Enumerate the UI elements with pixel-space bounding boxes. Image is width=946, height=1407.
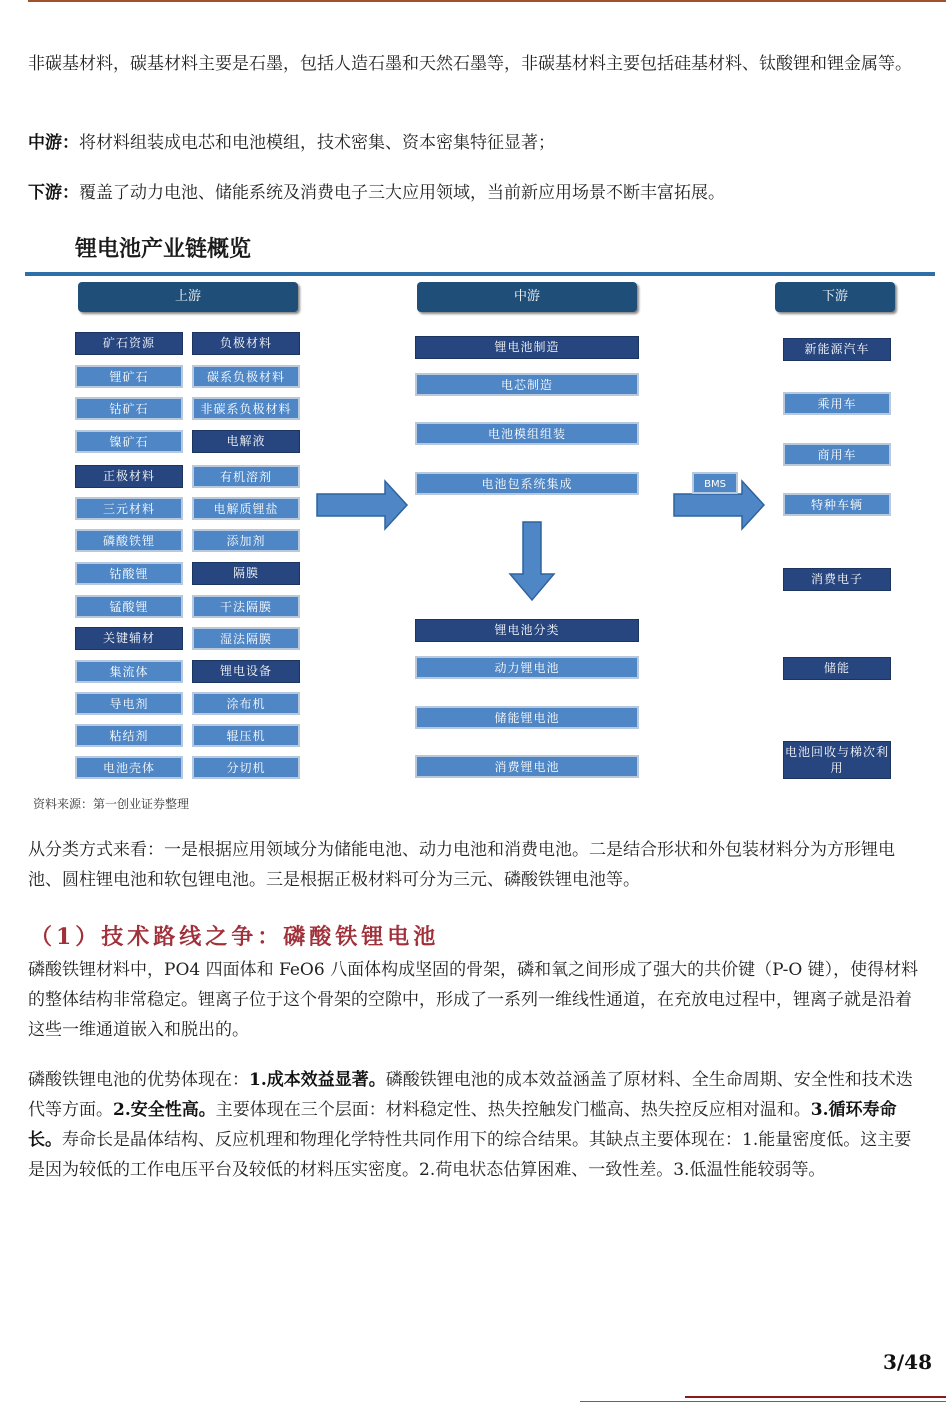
chain-node: 特种车辆	[783, 493, 891, 516]
chain-node: 商用车	[783, 443, 891, 466]
downstream-label: 下游：	[28, 183, 79, 203]
chain-node: 三元材料	[75, 497, 183, 520]
bottom-rule-thin	[580, 1401, 946, 1402]
chain-node: 电池回收与梯次利用	[783, 741, 891, 779]
chain-node: 碳系负极材料	[192, 365, 300, 388]
paragraph-midstream: 中游：将材料组装成电芯和电池模组，技术密集、资本密集特征显著；	[28, 133, 555, 153]
chain-node: 电解质锂盐	[192, 497, 300, 520]
chain-node: 涂布机	[192, 692, 300, 715]
paragraph-downstream: 下游：覆盖了动力电池、储能系统及消费电子三大应用领域，当前新应用场景不断丰富拓展。	[28, 183, 725, 203]
upstream-header: 上游	[78, 282, 298, 312]
chain-node: 消费锂电池	[415, 755, 639, 778]
chain-node: 电池壳体	[75, 756, 183, 779]
chain-node: 辊压机	[192, 724, 300, 747]
chain-node: 导电剂	[75, 692, 183, 715]
paragraph-classification: 从分类方式来看：一是根据应用领域分为储能电池、动力电池和消费电池。二是结合形状和外包装材料分为方形锂电池、圆柱锂电池和软包锂电池。三是根据正极材料可分为三元、磷酸铁锂电池等。	[28, 840, 895, 890]
chain-node: 锰酸锂	[75, 595, 183, 618]
chain-node: 粘结剂	[75, 724, 183, 747]
bottom-rule	[685, 1396, 946, 1398]
chain-node: 正极材料	[75, 465, 183, 488]
section-heading-lfp: （1）技术路线之争：磷酸铁锂电池	[30, 924, 440, 950]
midstream-header: 中游	[417, 282, 637, 312]
chain-node: 干法隔膜	[192, 595, 300, 618]
figure-title-rule	[25, 272, 935, 276]
chain-node: 新能源汽车	[783, 338, 891, 361]
right-arrow-icon	[315, 477, 411, 533]
midstream-label: 中游：	[28, 133, 79, 153]
industry-chain-figure	[25, 222, 935, 822]
chain-node: 动力锂电池	[415, 656, 639, 679]
chain-node: 矿石资源	[75, 332, 183, 355]
paragraph-lfp-structure: 磷酸铁锂材料中，PO4 四面体和 FeO6 八面体构成坚固的骨架，磷和氧之间形成了强大的共价键（P-O 键），使得材料的整体结构非常稳定。锂离子位于这个骨架的空隙中，形成了一系列一维线性通道，在充放电过程中，锂离子就是沿着这些一维通道嵌入和脱出的。	[28, 960, 919, 1040]
chain-node: 储能锂电池	[415, 706, 639, 729]
chain-node: 锂电池分类	[415, 619, 639, 642]
chain-node: 湿法隔膜	[192, 627, 300, 650]
chain-node: 锂矿石	[75, 365, 183, 388]
page-number: 3/48	[882, 1350, 932, 1374]
chain-node: 锂电设备	[192, 660, 300, 683]
chain-node: 集流体	[75, 660, 183, 683]
chain-node: 负极材料	[192, 332, 300, 355]
top-rule	[28, 0, 946, 2]
paragraph-anode-materials: 非碳基材料，碳基材料主要是石墨，包括人造石墨和天然石墨等，非碳基材料主要包括硅基材料、钛酸锂和锂金属等。	[28, 54, 912, 74]
downstream-header: 下游	[775, 282, 895, 312]
chain-node: 电解液	[192, 430, 300, 453]
chain-node: 电芯制造	[415, 373, 639, 396]
chain-node: 非碳系负极材料	[192, 397, 300, 420]
chain-node: 电池包系统集成	[415, 472, 639, 495]
chain-node: 电池模组组装	[415, 422, 639, 445]
chain-node: 磷酸铁锂	[75, 529, 183, 552]
chain-node: 锂电池制造	[415, 336, 639, 359]
chain-node: 钴酸锂	[75, 562, 183, 585]
chain-node: 消费电子	[783, 568, 891, 591]
chain-node: 储能	[783, 657, 891, 680]
chain-node: 添加剂	[192, 529, 300, 552]
chain-node: 隔膜	[192, 562, 300, 585]
chain-node: 关键辅材	[75, 627, 183, 650]
figure-title: 锂电池产业链概览	[75, 237, 252, 262]
chain-node: 钴矿石	[75, 397, 183, 420]
figure-source: 资料来源：第一创业证券整理	[33, 797, 190, 811]
chain-node: 镍矿石	[75, 430, 183, 453]
chain-node: 有机溶剂	[192, 465, 300, 488]
paragraph-lfp-pros-cons: 磷酸铁锂电池的优势体现在：1.成本效益显著。磷酸铁锂电池的成本效益涵盖了原材料、全生命周期、安全性和技术迭代等方面。2.安全性高。主要体现在三个层面：材料稳定性、热失控触发门槛高、热失控反应相对温和。3.循环寿命长。寿命长是晶体结构、反应机理和物理化学特性共同作用下的综合结果。其缺点主要体现在：1.能量密度低。这主要是因为较低的工作电压平台及较低的材料压实密度。2.荷电状态估算困难、一致性差。3.低温性能较弱等。	[28, 1070, 913, 1180]
chain-node: 分切机	[192, 756, 300, 779]
chain-node: 乘用车	[783, 392, 891, 415]
bms-label: BMS	[692, 472, 738, 494]
down-arrow-icon	[507, 520, 557, 604]
